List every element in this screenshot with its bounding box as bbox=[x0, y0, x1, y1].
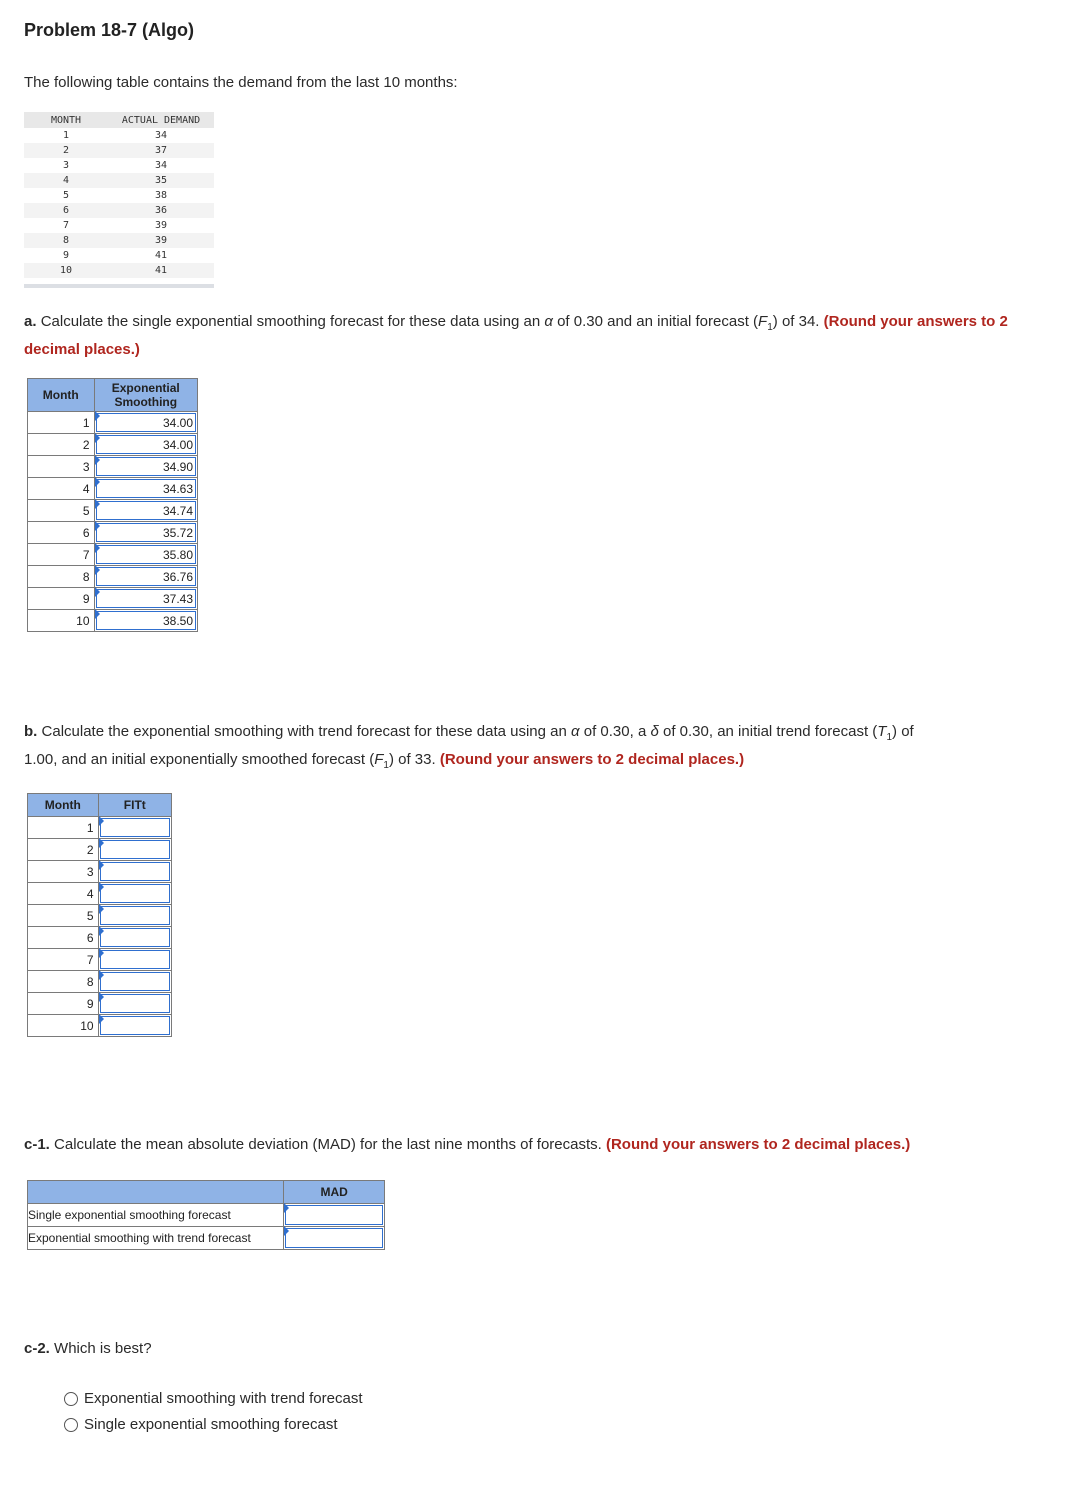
table-row bbox=[24, 158, 214, 173]
input-flag-icon bbox=[99, 860, 104, 870]
demand-month-cell: 6 bbox=[24, 203, 108, 218]
demand-value-cell: 39 bbox=[108, 233, 214, 248]
demand-value-cell: 41 bbox=[154, 250, 168, 261]
table-row bbox=[24, 248, 214, 263]
table-row bbox=[28, 544, 198, 566]
radio-button[interactable] bbox=[64, 1392, 78, 1406]
table-row bbox=[28, 817, 172, 839]
mad-answer-cell bbox=[284, 1227, 385, 1250]
answer-cell bbox=[98, 971, 171, 993]
part-a-text-2: of 0.30 and an initial forecast ( bbox=[557, 313, 759, 330]
answer-cell bbox=[94, 456, 197, 478]
mad-col-value: MAD bbox=[284, 1181, 385, 1204]
mad-table bbox=[27, 1180, 385, 1250]
table-row bbox=[24, 203, 214, 218]
table-row bbox=[24, 173, 214, 188]
part-b-round-note: (Round your answers to 2 decimal places.) bbox=[439, 751, 745, 768]
input-flag-icon bbox=[99, 970, 104, 980]
month-cell: 8 bbox=[28, 971, 99, 993]
part-b-text-1: Calculate the exponential smoothing with trend forecast for these data using an bbox=[41, 723, 567, 740]
answer-input[interactable]: 35.72 bbox=[96, 523, 196, 542]
input-flag-icon bbox=[99, 882, 104, 892]
answer-cell bbox=[94, 478, 197, 500]
radio-button[interactable] bbox=[64, 1418, 78, 1432]
answer-cell bbox=[98, 1015, 171, 1037]
demand-month-cell: 4 bbox=[24, 173, 108, 188]
input-flag-icon bbox=[284, 1203, 289, 1213]
answer-cell bbox=[98, 905, 171, 927]
f-subscript: 1 bbox=[383, 760, 389, 771]
mad-input[interactable] bbox=[285, 1228, 383, 1248]
month-cell: 1 bbox=[28, 412, 95, 434]
table-row bbox=[28, 610, 198, 632]
input-flag-icon bbox=[95, 521, 100, 531]
demand-value-cell: 34 bbox=[154, 160, 168, 171]
part-a-label: a. bbox=[24, 313, 37, 330]
month-cell: 7 bbox=[28, 949, 99, 971]
month-cell: 10 bbox=[28, 1015, 99, 1037]
part-c2-label: c-2. bbox=[24, 1340, 50, 1357]
answer-input[interactable] bbox=[100, 840, 170, 859]
answer-cell bbox=[98, 883, 171, 905]
month-cell: 6 bbox=[28, 927, 99, 949]
answer-input[interactable] bbox=[100, 818, 170, 837]
trend-col-fitt: FITt bbox=[98, 794, 171, 817]
mad-col-label bbox=[28, 1181, 284, 1204]
answer-input[interactable] bbox=[100, 1016, 170, 1035]
alpha-symbol: α bbox=[544, 313, 553, 330]
trend-forecast-table bbox=[27, 793, 172, 1037]
part-a-round-note: (Round your answers to 2 decimal places.) bbox=[24, 313, 1008, 358]
answer-cell bbox=[94, 544, 197, 566]
demand-month-cell: 3 bbox=[62, 160, 70, 171]
table-row bbox=[24, 143, 214, 158]
exp-col-smoothing bbox=[94, 379, 197, 412]
answer-input[interactable]: 36.76 bbox=[96, 567, 196, 586]
part-a-text-3: ) of 34. bbox=[772, 313, 820, 330]
table-row bbox=[28, 905, 172, 927]
table-row bbox=[28, 839, 172, 861]
part-b-label: b. bbox=[24, 723, 38, 740]
demand-value-cell: 36 bbox=[108, 203, 214, 218]
part-c2-text: Which is best? bbox=[54, 1340, 152, 1357]
table-row bbox=[28, 412, 198, 434]
delta-symbol: δ bbox=[650, 723, 659, 740]
part-c2-prompt bbox=[24, 1338, 152, 1360]
answer-input[interactable] bbox=[100, 972, 170, 991]
month-cell: 4 bbox=[28, 478, 95, 500]
answer-cell bbox=[98, 839, 171, 861]
input-flag-icon bbox=[99, 816, 104, 826]
demand-table bbox=[24, 112, 214, 278]
answer-input[interactable]: 37.43 bbox=[96, 589, 196, 608]
answer-input[interactable]: 34.63 bbox=[96, 479, 196, 498]
t-symbol: T bbox=[877, 723, 887, 740]
exp-col-smoothing-line2: Smoothing bbox=[114, 395, 178, 409]
month-cell: 3 bbox=[28, 861, 99, 883]
answer-input[interactable]: 34.90 bbox=[96, 457, 196, 476]
answer-input[interactable] bbox=[100, 928, 170, 947]
demand-col-actual: ACTUAL DEMAND bbox=[108, 112, 214, 128]
table-row bbox=[24, 263, 214, 278]
table-row bbox=[28, 971, 172, 993]
input-flag-icon bbox=[99, 904, 104, 914]
intro-text: The following table contains the demand from the last 10 months: bbox=[24, 74, 458, 91]
answer-input[interactable]: 34.00 bbox=[96, 413, 196, 432]
table-row bbox=[28, 1204, 385, 1227]
part-c1-round-note: (Round your answers to 2 decimal places.) bbox=[605, 1136, 911, 1153]
table-row bbox=[24, 128, 214, 143]
table-row bbox=[28, 949, 172, 971]
part-b-text-2: of 0.30, a bbox=[583, 723, 647, 740]
exp-smoothing-table bbox=[27, 378, 198, 632]
answer-cell bbox=[98, 949, 171, 971]
table-row bbox=[24, 233, 214, 248]
input-flag-icon bbox=[95, 565, 100, 575]
month-cell: 2 bbox=[28, 434, 95, 456]
part-a-prompt bbox=[24, 311, 1024, 361]
demand-month-cell: 9 bbox=[62, 250, 70, 261]
mad-input[interactable] bbox=[285, 1205, 383, 1225]
radio-option-label: Single exponential smoothing forecast bbox=[84, 1416, 338, 1433]
table-row bbox=[28, 993, 172, 1015]
table-row bbox=[28, 861, 172, 883]
answer-cell bbox=[94, 522, 197, 544]
radio-option-trend[interactable] bbox=[64, 1390, 363, 1407]
mad-row-label: Exponential smoothing with trend forecast bbox=[28, 1227, 284, 1250]
answer-cell bbox=[94, 434, 197, 456]
exp-col-smoothing-line1: Exponential bbox=[111, 381, 180, 395]
page-title: Problem 18-7 (Algo) bbox=[24, 20, 195, 40]
table-row bbox=[28, 927, 172, 949]
part-b-text-3: of 0.30, an initial trend forecast ( bbox=[663, 723, 878, 740]
answer-cell bbox=[94, 412, 197, 434]
exp-col-month: Month bbox=[28, 379, 95, 412]
answer-cell bbox=[98, 861, 171, 883]
f-subscript: 1 bbox=[767, 322, 773, 333]
table-row bbox=[28, 1015, 172, 1037]
table-row bbox=[28, 566, 198, 588]
answer-input[interactable]: 34.74 bbox=[96, 501, 196, 520]
demand-value-cell: 41 bbox=[108, 263, 214, 278]
month-cell: 6 bbox=[28, 522, 95, 544]
month-cell: 4 bbox=[28, 883, 99, 905]
answer-input[interactable] bbox=[100, 950, 170, 969]
input-flag-icon bbox=[95, 499, 100, 509]
table-row bbox=[28, 522, 198, 544]
alpha-symbol: α bbox=[571, 723, 580, 740]
table-row bbox=[28, 434, 198, 456]
trend-col-month: Month bbox=[28, 794, 99, 817]
part-c1-text: Calculate the mean absolute deviation (MAD) for the last nine months of forecasts. bbox=[54, 1136, 602, 1153]
answer-input[interactable] bbox=[100, 994, 170, 1013]
answer-input[interactable] bbox=[100, 884, 170, 903]
table-row bbox=[28, 500, 198, 522]
radio-option-label: Exponential smoothing with trend forecast bbox=[84, 1390, 363, 1407]
month-cell: 8 bbox=[28, 566, 95, 588]
answer-cell bbox=[98, 817, 171, 839]
t-subscript: 1 bbox=[886, 732, 893, 743]
demand-month-cell: 2 bbox=[24, 143, 108, 158]
answer-cell bbox=[94, 588, 197, 610]
demand-table-scrollbar[interactable] bbox=[24, 284, 214, 288]
demand-month-cell: 8 bbox=[24, 233, 108, 248]
part-b-text-4: ) of bbox=[892, 723, 914, 740]
demand-col-month: MONTH bbox=[24, 112, 108, 128]
month-cell: 1 bbox=[28, 817, 99, 839]
input-flag-icon bbox=[95, 587, 100, 597]
answer-cell bbox=[98, 993, 171, 1015]
month-cell: 9 bbox=[28, 588, 95, 610]
input-flag-icon bbox=[99, 926, 104, 936]
answer-input[interactable] bbox=[100, 862, 170, 881]
radio-option-single[interactable] bbox=[64, 1416, 338, 1433]
input-flag-icon bbox=[99, 1014, 104, 1024]
demand-value-cell: 39 bbox=[154, 220, 168, 231]
answer-input[interactable]: 38.50 bbox=[96, 611, 196, 630]
table-row bbox=[24, 218, 214, 233]
demand-month-cell: 5 bbox=[62, 190, 70, 201]
input-flag-icon bbox=[95, 609, 100, 619]
demand-value-cell: 38 bbox=[154, 190, 168, 201]
part-b-text-5: 1.00, and an initial exponentially smoothed forecast ( bbox=[24, 751, 375, 768]
answer-cell bbox=[94, 500, 197, 522]
input-flag-icon bbox=[95, 477, 100, 487]
answer-cell bbox=[94, 610, 197, 632]
part-a-text-1: Calculate the single exponential smoothing forecast for these data using an bbox=[40, 313, 541, 330]
f-symbol: F bbox=[374, 751, 384, 768]
answer-cell bbox=[94, 566, 197, 588]
input-flag-icon bbox=[95, 455, 100, 465]
part-c1-prompt bbox=[24, 1134, 1044, 1156]
table-row bbox=[28, 478, 198, 500]
answer-input[interactable]: 34.00 bbox=[96, 435, 196, 454]
month-cell: 9 bbox=[28, 993, 99, 1015]
table-row bbox=[24, 188, 214, 203]
month-cell: 10 bbox=[28, 610, 95, 632]
table-row bbox=[28, 1227, 385, 1250]
answer-input[interactable] bbox=[100, 906, 170, 925]
input-flag-icon bbox=[99, 948, 104, 958]
demand-value-cell: 35 bbox=[108, 173, 214, 188]
table-row bbox=[28, 883, 172, 905]
table-row bbox=[28, 588, 198, 610]
answer-cell bbox=[98, 927, 171, 949]
month-cell: 3 bbox=[28, 456, 95, 478]
demand-month-cell: 10 bbox=[24, 263, 108, 278]
f-symbol: F bbox=[758, 313, 768, 330]
month-cell: 2 bbox=[28, 839, 99, 861]
input-flag-icon bbox=[99, 838, 104, 848]
input-flag-icon bbox=[284, 1226, 289, 1236]
mad-row-label: Single exponential smoothing forecast bbox=[28, 1204, 284, 1227]
input-flag-icon bbox=[95, 543, 100, 553]
part-b-text-6: ) of 33. bbox=[388, 751, 436, 768]
month-cell: 5 bbox=[28, 905, 99, 927]
input-flag-icon bbox=[95, 433, 100, 443]
demand-month-cell: 7 bbox=[62, 220, 70, 231]
table-row bbox=[28, 456, 198, 478]
demand-value-cell: 34 bbox=[154, 130, 168, 141]
answer-input[interactable]: 35.80 bbox=[96, 545, 196, 564]
part-c1-label: c-1. bbox=[24, 1136, 50, 1153]
month-cell: 5 bbox=[28, 500, 95, 522]
demand-value-cell: 37 bbox=[108, 143, 214, 158]
month-cell: 7 bbox=[28, 544, 95, 566]
input-flag-icon bbox=[95, 411, 100, 421]
part-b-prompt bbox=[24, 721, 1034, 777]
mad-answer-cell bbox=[284, 1204, 385, 1227]
demand-month-cell: 1 bbox=[62, 130, 70, 141]
input-flag-icon bbox=[99, 992, 104, 1002]
